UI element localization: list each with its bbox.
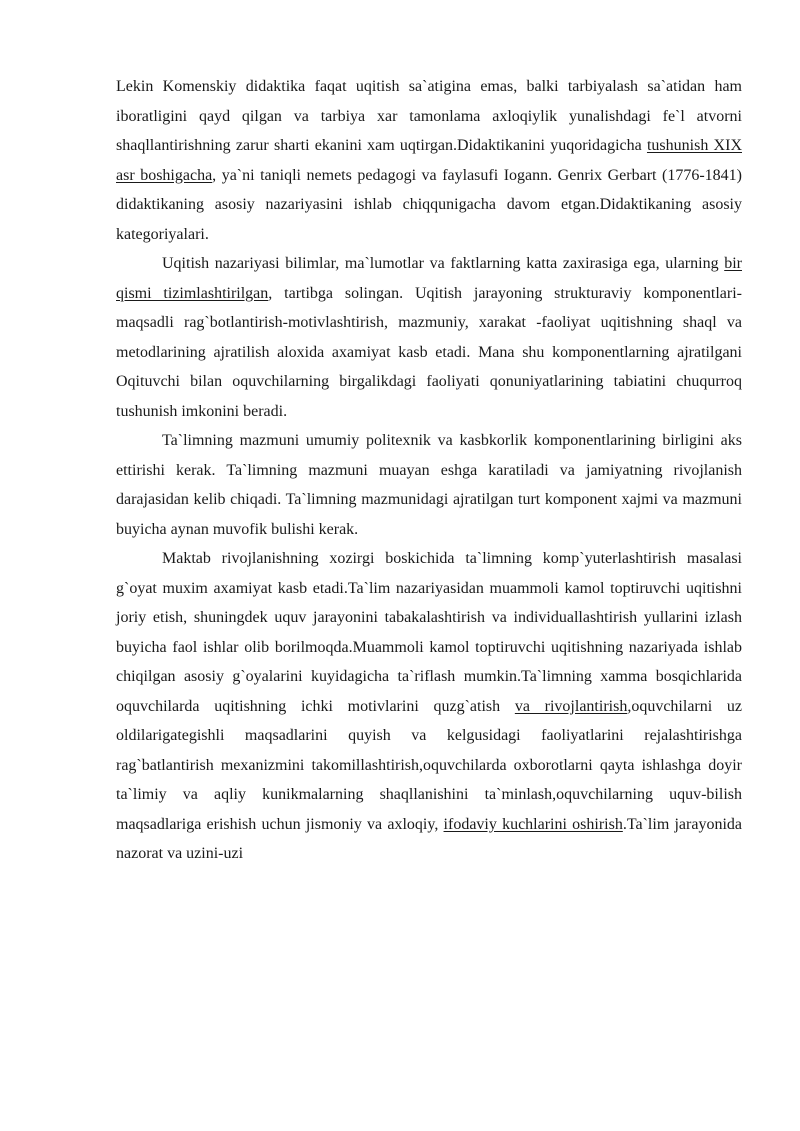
document-page: [116, 72, 742, 869]
paragraph-2: [116, 249, 742, 426]
underlined-phrase: va rivojlantirish: [514, 697, 628, 715]
text-run: .Ta`lim jarayonida nazorat va uzini-uzi: [116, 815, 743, 862]
text-run: Uqitish nazariyasi bilimlar, ma`lumotlar va faktlarning katta zaxirasiga ega, ularning: [162, 255, 725, 272]
text-run: ,oquvchilarni uz oldilarigategishli maqsadlarini quyish va kelgusidagi faoliyatlarini rejalashtirishga rag`batlantirish mexanizmini takomillashtirish,oquvchilarda oxborotlarni qayta ishlashga doyir ta`limiy va aqliy kunikmalarning shaqllanishini ta`minlash,oquvchilarning uquv-bilish maqsadlariga erishish uchun jismoniy va axloqiy,: [116, 697, 743, 833]
paragraph-4: [116, 544, 742, 869]
text-run: Maktab rivojlanishning xozirgi boskichida ta`limning komp`yuterlashtirish masalasi g`oyat muxim axamiyat kasb etadi.Ta`lim nazariyasidan muammoli kamol toptiruvchi uqitishni joriy etish, shuningdek uquv jarayonini tabakalashtirish va individuallashtirish yullarini izlash buyicha faol ishlar olib borilmoqda.Muammoli kamol toptiruvchi uqitishning nazariyada ishlab chiqilgan asosiy g`oyalarini kuyidagicha ta`riflash mumkin.Ta`limning xamma bosqichlarida oquvchilarda uqitishning ichki motivlarini quzg`atish: [116, 550, 742, 715]
paragraph-3: [116, 426, 742, 544]
text-run: , tartibga solingan. Uqitish jarayoning strukturaviy komponentlari- maqsadli rag`botlantirish-motivlashtirish, mazmuniy, xarakat -faoliyat uqitishning shaql va metodlarining ajratilish aloxida axamiyat kasb etadi. Mana shu komponentlarning ajratilgani Oqituvchi bilan oquvchilarning birgalikdagi faoliyati qonuniyatlarining tabiatini chuqurroq tushunish imkonini beradi.: [116, 284, 742, 420]
underlined-phrase: bir qismi tizimlashtirilgan: [116, 255, 742, 302]
paragraph-1: [116, 72, 742, 249]
text-run: Lekin Komenskiy didaktika faqat uqitish sa`atigina emas, balki tarbiyalash sa`atidan ham iboratligini qayd qilgan va tarbiya xar tamonlama axloqiylik yunalishdagi fe`l atvorni shaqllantirishning zarur sharti ekanini xam uqtirgan.Didaktikanini yuqoridagicha: [116, 78, 742, 154]
underlined-phrase: tushunish XIX asr boshigacha: [116, 137, 742, 184]
text-run: , ya`ni taniqli nemets pedagogi va faylasufi Iogann. Genrix Gerbart (1776-1841) didaktikaning asosiy nazariyasini ishlab chiqqunigacha davom etgan.Didaktikaning asosiy kategoriyalari.: [116, 166, 742, 243]
text-run: Ta`limning mazmuni umumiy politexnik va kasbkorlik komponentlarining birligini aks ettirishi kerak. Ta`limning mazmuni muayan eshga karatiladi va jamiyatning rivojlanish darajasidan kelib chiqadi. Ta`limning mazmunidagi ajratilgan turt komponent xajmi va mazmuni buyicha aynan muvofik bulishi kerak.: [116, 432, 742, 538]
underlined-phrase: ifodaviy kuchlarini oshirish: [443, 815, 623, 833]
